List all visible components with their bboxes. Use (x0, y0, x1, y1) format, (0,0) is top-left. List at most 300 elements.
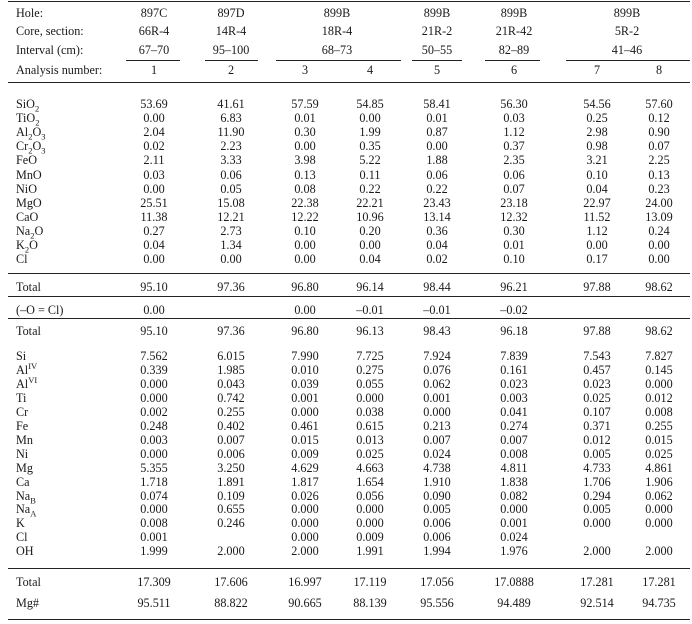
cation-row-cell: 0.248 (140, 418, 168, 433)
cation-label (16, 433, 33, 447)
total-rule (8, 273, 690, 274)
oxide-row-cell: 23.18 (500, 195, 528, 210)
cation-row-cell: 0.007 (217, 432, 245, 447)
cation-row-cell: 0.012 (583, 432, 611, 447)
header-hole: 899B (423, 6, 451, 20)
oxide-row-cell: 0.01 (503, 238, 525, 252)
cation-row-cell: 0.006 (217, 446, 245, 461)
cation-row-cell: 0.461 (291, 418, 319, 433)
oxide-row-cell: 3.98 (294, 153, 316, 168)
oxide-row-cell: 0.87 (426, 125, 448, 140)
label-base: Ti (16, 390, 27, 405)
oxide-row-cell: 0.06 (503, 167, 525, 182)
table-bottom-rule (8, 619, 690, 620)
cation-row-cell: 0.294 (583, 488, 611, 503)
oxide-row-cell: 13.09 (645, 209, 673, 224)
cation-row-cell: 5.355 (140, 460, 168, 475)
header-core: 18R-4 (321, 24, 353, 38)
oxide-row-cell: 0.25 (586, 111, 608, 126)
label-base: K (16, 516, 25, 531)
label-base: Al (16, 376, 29, 391)
cation-row-cell: 0.056 (356, 488, 384, 503)
oxide-row-cell: 0.03 (143, 167, 165, 182)
cation-row-cell: 0.007 (500, 432, 528, 447)
mgnum-row-cell: 92.514 (580, 596, 614, 610)
oxide-label (16, 111, 40, 128)
group-rule (485, 60, 540, 61)
cation-row-cell: 4.733 (583, 460, 611, 475)
cation-row-cell: 0.005 (423, 502, 451, 517)
label-subscript: 2 (28, 131, 33, 142)
cation-row-cell: 0.000 (291, 516, 319, 531)
label-base: Fe (16, 418, 29, 433)
cation-row-cell: 4.811 (500, 460, 528, 475)
header-hole: 899B (613, 6, 641, 20)
ocl-row-cell: –0.02 (500, 303, 528, 317)
cation-row-cell: 0.006 (423, 516, 451, 531)
label-base: Na (16, 223, 31, 238)
cation-row-cell: 0.000 (140, 376, 168, 391)
oxide-row-cell: 0.04 (143, 238, 165, 252)
label-base: Mg (16, 460, 33, 475)
cation-row-cell: 0.025 (645, 446, 673, 461)
ocl-row-cell: 0.00 (294, 303, 316, 317)
cation-row-cell: 0.457 (583, 362, 611, 377)
cation-row-cell: 0.003 (500, 390, 528, 405)
oxide-row-cell: 0.06 (220, 167, 242, 182)
label-superscript: IV (28, 360, 38, 371)
mgnum-row-cell: 88.822 (214, 596, 248, 610)
cation-row-cell: 0.000 (140, 446, 168, 461)
oxide-row-cell: 0.07 (503, 181, 525, 196)
mgnum-row-cell: 90.665 (288, 596, 322, 610)
total1-row-cell: 98.44 (423, 280, 451, 294)
cation-row-cell: 0.015 (291, 432, 319, 447)
oxide-row-cell: 0.90 (648, 125, 670, 140)
oxide-row-cell: 0.00 (294, 139, 316, 154)
oxide-row-cell: 0.07 (648, 139, 670, 154)
ocl-row-cell: –0.01 (423, 303, 451, 317)
cation-row-cell: 1.706 (583, 474, 611, 489)
cation-row-cell: 1.654 (356, 474, 384, 489)
cation-row-cell: 7.990 (291, 349, 319, 363)
label-subscript: 2 (35, 117, 40, 128)
cation-row-cell: 0.026 (291, 488, 319, 503)
oxide-row-cell: 3.33 (220, 153, 242, 168)
cation-row-cell: 0.274 (500, 418, 528, 433)
label-base: Al (16, 362, 29, 377)
oxide-row-cell: 0.10 (294, 223, 316, 238)
cation-row-cell: 0.000 (423, 404, 451, 419)
analysis-number: 3 (301, 63, 309, 77)
cation-label (16, 419, 28, 433)
oxide-row-cell: 54.85 (356, 97, 384, 111)
oxide-label (16, 196, 42, 210)
oxide-row-cell: 0.01 (294, 111, 316, 126)
cation-row-cell: 6.015 (217, 349, 245, 363)
header-core: 14R-4 (215, 24, 247, 38)
cation-row-cell: 0.012 (645, 390, 673, 405)
cation-row-cell: 0.402 (217, 418, 245, 433)
oxide-label (16, 223, 44, 241)
oxide-row-cell: 2.35 (503, 153, 525, 168)
oxide-row-cell: 0.24 (648, 223, 670, 238)
oxide-row-cell: 5.22 (359, 153, 381, 168)
oxide-row-cell: 0.10 (586, 167, 608, 182)
cation-row-cell: 1.718 (140, 474, 168, 489)
oxide-row-cell: 0.37 (503, 139, 525, 154)
oxide-row-cell: 0.02 (143, 139, 165, 154)
oxide-row-cell: 0.30 (503, 223, 525, 238)
cation-row-cell: 0.000 (500, 502, 528, 517)
cation-row-cell: 0.000 (645, 502, 673, 517)
total2-row-cell: 96.80 (291, 324, 319, 338)
label-subscript: 3 (41, 145, 46, 156)
oxide-row-cell: 0.17 (586, 252, 608, 267)
cation-row-cell: 0.001 (140, 530, 168, 545)
total-rule (8, 568, 690, 569)
cation-row-cell: 0.038 (356, 404, 384, 419)
oxide-row-cell: 0.02 (426, 252, 448, 267)
cation-row-cell: 0.275 (356, 362, 384, 377)
oxide-row-cell: 11.90 (217, 125, 245, 140)
cation-label (16, 475, 30, 489)
label-base: Cl (16, 252, 28, 267)
label-subscript: 3 (41, 131, 46, 142)
oxide-row-cell: 2.98 (586, 125, 608, 140)
cation-row-cell: 7.725 (356, 349, 384, 363)
cation-label (16, 530, 28, 544)
cation-row-cell: 0.655 (217, 502, 245, 517)
cation-row-cell: 0.041 (500, 404, 528, 419)
total3-row-cell: 17.281 (580, 575, 614, 589)
oxide-label (16, 182, 37, 196)
header-interval: 50–55 (421, 43, 453, 57)
cation-row-cell: 0.055 (356, 376, 384, 391)
group-rule (566, 60, 690, 61)
oxide-row-cell: 0.00 (143, 252, 165, 267)
oxide-row-cell: 0.35 (359, 139, 381, 154)
cation-row-cell: 0.000 (645, 516, 673, 531)
cation-row-cell: 0.213 (423, 418, 451, 433)
label-subscript: B (30, 494, 36, 505)
oxide-label (16, 139, 46, 156)
cation-row-cell: 0.025 (583, 390, 611, 405)
oxide-row-cell: 0.04 (359, 252, 381, 267)
label-base: OH (16, 544, 34, 559)
label-base: SiO (16, 97, 35, 111)
oxide-row-cell: 0.00 (648, 252, 670, 267)
ocl-row-cell: 0.00 (143, 303, 165, 317)
oxide-row-cell: 1.99 (359, 125, 381, 140)
cation-row-cell: 4.738 (423, 460, 451, 475)
cation-row-cell: 0.008 (645, 404, 673, 419)
oxide-row-cell: 54.56 (583, 97, 611, 111)
oxide-row-cell: 0.06 (426, 167, 448, 182)
total3-row-cell: 16.997 (288, 575, 322, 589)
cation-row-cell: 7.839 (500, 349, 528, 363)
header-interval: 41–46 (611, 43, 643, 57)
label-base: CaO (16, 209, 39, 224)
label-base: Si (16, 349, 27, 363)
label-base: MnO (16, 167, 42, 182)
label-base: K (16, 238, 25, 252)
oxide-row-cell: 1.88 (426, 153, 448, 168)
cation-row-cell: 0.005 (583, 446, 611, 461)
cation-row-cell: 0.742 (217, 390, 245, 405)
total3-row-cell: 17.0888 (494, 575, 534, 589)
label-base: Cl (16, 530, 28, 545)
header-hole: 899B (500, 6, 528, 20)
oxide-row-cell: 6.83 (220, 111, 242, 126)
label-superscript: VI (28, 374, 38, 385)
cation-row-cell: 0.001 (291, 390, 319, 405)
cation-row-cell: 0.010 (291, 362, 319, 377)
cation-row-cell: 0.000 (356, 502, 384, 517)
cation-row-cell: 4.629 (291, 460, 319, 475)
analysis-number: 4 (366, 63, 374, 77)
oxide-row-cell: 41.61 (217, 97, 245, 111)
header-hole: 897C (140, 6, 168, 20)
oxide-row-cell: 0.27 (143, 223, 165, 238)
oxide-row-cell: 1.12 (503, 125, 525, 140)
cation-label (16, 374, 38, 391)
oxide-row-cell: 0.22 (426, 181, 448, 196)
oxide-row-cell: 2.04 (143, 125, 165, 140)
cation-row-cell: 1.994 (423, 544, 451, 559)
cation-row-cell: 0.255 (217, 404, 245, 419)
label-base: O (34, 223, 44, 238)
cation-row-cell: 1.838 (500, 474, 528, 489)
cation-row-cell: 0.043 (217, 376, 245, 391)
total2-row-cell: 96.13 (356, 324, 384, 338)
cation-row-cell: 1.991 (356, 544, 384, 559)
cation-row-cell: 4.861 (645, 460, 673, 475)
header-interval: 95–100 (212, 43, 250, 57)
oxide-row-cell: 0.00 (220, 252, 242, 267)
cation-row-cell: 4.663 (356, 460, 384, 475)
oxide-row-cell: 0.00 (143, 181, 165, 196)
total1-row-cell: 97.36 (217, 280, 245, 294)
oxide-row-cell: 0.10 (503, 252, 525, 267)
header-core: 5R-2 (614, 24, 640, 38)
label-subscript: 2 (34, 103, 40, 114)
analysis-number: 6 (510, 63, 518, 77)
header-label-analysis: Analysis number: (16, 63, 103, 77)
mgnum-row-cell: 88.139 (353, 596, 387, 610)
cation-row-cell: 0.062 (645, 488, 673, 503)
label-base: FeO (16, 153, 37, 168)
total2-row-cell: 95.10 (140, 324, 168, 338)
oxide-row-cell: 0.00 (586, 238, 608, 252)
cation-row-cell: 0.076 (423, 362, 451, 377)
header-hole: 899B (323, 6, 351, 20)
oxide-row-cell: 1.34 (220, 238, 242, 252)
oxide-row-cell: 0.00 (143, 111, 165, 126)
oxide-row-cell: 0.23 (648, 181, 670, 196)
cation-row-cell: 7.924 (423, 349, 451, 363)
oxide-row-cell: 11.38 (140, 209, 168, 224)
total3-row-cell: 17.281 (642, 575, 676, 589)
cation-row-cell: 0.023 (583, 376, 611, 391)
label-subscript: 2 (24, 244, 30, 255)
oxide-row-cell: 12.32 (500, 209, 528, 224)
cation-row-cell: 0.023 (500, 376, 528, 391)
cation-row-cell: 0.007 (423, 432, 451, 447)
header-hole: 897D (217, 6, 245, 20)
ocl-label: (–O = Cl) (16, 303, 64, 317)
cation-row-cell: 0.001 (500, 516, 528, 531)
oxide-row-cell: 2.25 (648, 153, 670, 168)
cation-row-cell: 0.090 (423, 488, 451, 503)
cation-row-cell: 0.000 (356, 516, 384, 531)
cation-row-cell: 2.000 (583, 544, 611, 559)
cation-row-cell: 7.827 (645, 349, 673, 363)
oxide-row-cell: 0.01 (426, 111, 448, 126)
label-base: Ca (16, 474, 30, 489)
oxide-row-cell: 11.52 (583, 209, 611, 224)
cation-row-cell: 0.000 (583, 516, 611, 531)
oxide-row-cell: 15.08 (217, 195, 245, 210)
cation-row-cell: 0.003 (140, 432, 168, 447)
oxide-row-cell: 3.21 (586, 153, 608, 168)
cation-row-cell: 0.002 (140, 404, 168, 419)
cation-row-cell: 7.543 (583, 349, 611, 363)
ocl-row-cell: –0.01 (356, 303, 384, 317)
total1-row-cell: 96.80 (291, 280, 319, 294)
total1-row-cell: 96.21 (500, 280, 528, 294)
cation-row-cell: 1.985 (217, 362, 245, 377)
oxide-row-cell: 0.00 (359, 238, 381, 252)
oxide-row-cell: 0.11 (359, 167, 381, 182)
oxide-row-cell: 0.08 (294, 181, 316, 196)
label-base: NiO (16, 181, 37, 196)
cation-label (16, 461, 33, 475)
cation-label (16, 405, 28, 419)
cation-label (16, 391, 26, 405)
total1-row-cell: 97.88 (583, 280, 611, 294)
oxide-row-cell: 0.00 (359, 111, 381, 126)
oxide-row-cell: 57.60 (645, 97, 673, 111)
cation-row-cell: 7.562 (140, 349, 168, 363)
header-core: 21R-42 (495, 24, 533, 38)
mgnum-row-cell: 94.735 (642, 596, 676, 610)
label-base: Cr (16, 404, 29, 419)
label-base: O (32, 125, 42, 140)
oxide-row-cell: 0.98 (586, 139, 608, 154)
analysis-number: 5 (433, 63, 441, 77)
cation-row-cell: 0.161 (500, 362, 528, 377)
cation-row-cell: 0.000 (140, 502, 168, 517)
mgnum-row-cell: 95.556 (420, 596, 454, 610)
cation-label (16, 489, 36, 503)
cation-row-cell: 2.000 (291, 544, 319, 559)
cation-row-cell: 0.339 (140, 362, 168, 377)
mgnum-row-cell: 95.511 (137, 596, 171, 610)
oxide-row-cell: 22.38 (291, 195, 319, 210)
oxide-row-cell: 0.13 (294, 167, 316, 182)
cation-label (16, 516, 25, 530)
total2-row-cell: 98.43 (423, 324, 451, 338)
label-subscript: 2 (28, 145, 33, 156)
total1-row-cell: 96.14 (356, 280, 384, 294)
label-base: O (29, 238, 38, 252)
oxide-row-cell: 56.30 (500, 97, 528, 111)
cation-row-cell: 0.006 (423, 530, 451, 545)
cation-row-cell: 0.000 (291, 404, 319, 419)
oxide-row-cell: 12.21 (217, 209, 245, 224)
cation-row-cell: 0.246 (217, 516, 245, 531)
label-base: Mn (16, 432, 33, 447)
analysis-number: 2 (227, 63, 235, 77)
oxide-label (16, 97, 40, 114)
header-label-core: Core, section: (16, 24, 84, 38)
cation-row-cell: 1.891 (217, 474, 245, 489)
total3-row-cell: 17.309 (137, 575, 171, 589)
cation-row-cell: 0.015 (645, 432, 673, 447)
oxide-row-cell: 24.00 (645, 195, 673, 210)
oxide-row-cell: 10.96 (356, 209, 384, 224)
oxide-row-cell: 25.51 (140, 195, 168, 210)
cation-row-cell: 0.008 (140, 516, 168, 531)
oxide-label (16, 153, 37, 167)
oxide-row-cell: 58.41 (423, 97, 451, 111)
oxide-label (16, 210, 38, 224)
cation-label (16, 544, 34, 558)
analysis-number: 1 (150, 63, 158, 77)
cation-row-cell: 0.009 (356, 530, 384, 545)
header-label-hole: Hole: (16, 6, 44, 20)
label-base: Na (16, 488, 31, 503)
cation-row-cell: 0.005 (583, 502, 611, 517)
cation-row-cell: 0.001 (423, 390, 451, 405)
oxide-row-cell: 2.73 (220, 223, 242, 238)
oxide-row-cell: 0.13 (648, 167, 670, 182)
oxide-label (16, 125, 46, 142)
oxide-row-cell: 0.04 (426, 238, 448, 252)
cation-row-cell: 0.009 (291, 446, 319, 461)
total1-row-cell: 98.62 (645, 280, 673, 294)
oxide-row-cell: 0.30 (294, 125, 316, 140)
total1-row-cell: 95.10 (140, 280, 168, 294)
oxide-row-cell: 0.00 (294, 252, 316, 267)
analysis-number: 8 (655, 63, 663, 77)
total1-label: Total (16, 280, 41, 294)
cation-row-cell: 0.000 (645, 376, 673, 391)
oxide-row-cell: 1.12 (586, 223, 608, 238)
header-label-interval: Interval (cm): (16, 43, 84, 57)
analysis-number: 7 (593, 63, 601, 77)
oxide-row-cell: 0.12 (648, 111, 670, 126)
cation-row-cell: 1.910 (423, 474, 451, 489)
label-base: Cr (16, 139, 29, 154)
total3-row-cell: 17.119 (353, 575, 387, 589)
cation-row-cell: 0.109 (217, 488, 245, 503)
total3-row-cell: 17.606 (214, 575, 248, 589)
cation-label (16, 447, 28, 461)
header-interval: 82–89 (498, 43, 530, 57)
cation-row-cell: 0.062 (423, 376, 451, 391)
oxide-label (16, 252, 28, 266)
oxide-label (16, 238, 38, 255)
cation-row-cell: 1.976 (500, 544, 528, 559)
oxide-label (16, 168, 42, 182)
oxide-row-cell: 2.23 (220, 139, 242, 154)
total3-label: Total (16, 575, 41, 589)
header-interval: 67–70 (138, 43, 170, 57)
cation-row-cell: 0.000 (291, 530, 319, 545)
oxide-row-cell: 2.11 (143, 153, 165, 168)
